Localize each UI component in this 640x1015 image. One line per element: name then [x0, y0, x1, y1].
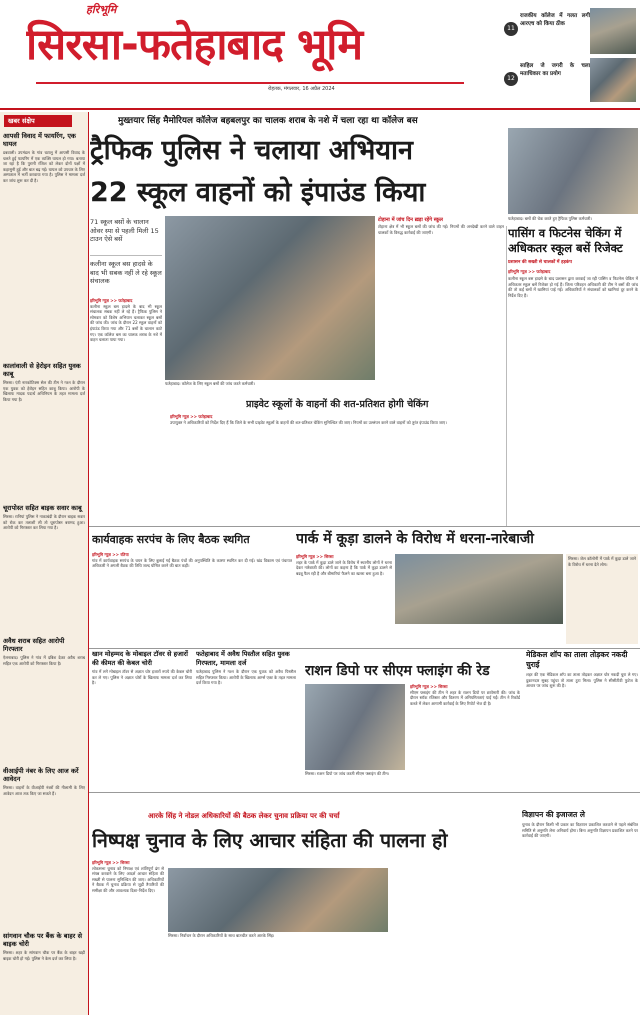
rule-col-left: [88, 112, 89, 1015]
election-body: लोकसभा चुनाव को निष्पक्ष एवं शांतिपूर्ण ढंग से संपन्न करवाने के लिए आदर्श आचार संहिता की सख्ती से पालना सुनिश्चित की जाए। अधिकारियों ने बैठक में चुनाव प्रक्रिया से जुड़ी तैयारियों की समीक्षा की और आवश्यक दिशा-निर्देश दिए।: [92, 865, 164, 893]
election-story: [92, 860, 164, 1015]
ration-byline: हरिभूमि न्यूज़ >> सिरसा: [410, 684, 448, 689]
lead-body-block: [90, 298, 162, 398]
lead-bus-photo: [165, 216, 375, 380]
karyavahak-headline: कार्यवाहक सरपंच के लिए बैठक स्थगित: [92, 533, 250, 546]
brief-item-2-body: सिरसा। एंटी नारकोटिक्स सेल की टीम ने गश्त के दौरान एक युवक को हेरोइन सहित काबू किया। आरोपी के खिलाफ मादक पदार्थ अधिनियम के तहत मामला दर्ज किया गया है।: [3, 380, 85, 402]
election-supertitle: आरके सिंह ने नोडल अधिकारियों की बैठक लेकर चुनाव प्रक्रिया पर की चर्चा: [148, 812, 340, 820]
election-photo: [168, 868, 388, 932]
lead-headline-2: 22 स्कूल वाहनों को इंपाउंड किया: [90, 177, 426, 208]
private-body: उपायुक्त ने अधिकारियों को निर्देश दिए हैं कि जिले के सभी प्राइवेट स्कूलों के वाहनों की शत-प्रतिशत चेकिंग सुनिश्चित की जाए। नियमों का उल्लंघन करने वाले वाहनों को तुरंत इंपाउंड किया जाए।: [170, 419, 447, 425]
rule-col-right: [506, 226, 507, 526]
park-story: [296, 554, 392, 646]
brief-item-3-body: सिरसा। रानियां पुलिस ने नाकाबंदी के दौरान बाइक सवार को रोक कर तलाशी ली तो चूरापोस्त बरामद हुआ। आरोपी को गिरफ्तार कर लिया गया है।: [3, 514, 85, 531]
passing-body: कलीना स्कूल बस हादसे के बाद प्रशासन द्वारा करवाई जा रही पासिंग व फिटनेस चेकिंग में अधिकतर स्कूल बसें रिजेक्ट हो गई हैं। जिला परिवहन अधिकारी की टीम ने बसों की जांच की तो कई बसों में खामियां पाई गईं। अधिकारियों ने संचालकों को खामियां दूर करने के निर्देश दिए हैं।: [508, 276, 638, 298]
passing-story: [508, 226, 638, 526]
teaser-2-number: 12: [504, 72, 518, 86]
brief-item-2-head: कालांवाली से हेरोइन सहित युवक काबू: [3, 362, 81, 378]
rule-mid-3: [88, 792, 640, 793]
teaser-1[interactable]: [502, 8, 636, 56]
brief-item-3-head: चूरापोस्त सहित बाइक सवार काबू: [3, 504, 82, 512]
lead-headline-1: ट्रैफिक पुलिस ने चलाया अभियान: [90, 135, 413, 166]
brief-label: खबर संक्षेप: [4, 115, 72, 127]
election-caption: सिरसा। निर्वाचन के दौरान अधिकारियों के साथ बातचीत करते आरके सिंह।: [168, 932, 388, 940]
election-headline: निष्पक्ष चुनाव के लिए आचार संहिता की पालना हो: [92, 829, 448, 852]
brief-item-6-body: सिरसा। शहर के सांगवान चौक पर बैंक के बाहर खड़ी बाइक चोरी हो गई। पुलिस ने केस दर्ज कर लिया है।: [3, 950, 85, 961]
brief-item-2[interactable]: [3, 362, 85, 502]
pole-headline: खान मोहम्मद के मोबाइल टॉवर से हजारों की कीमत की केबल चोरी: [92, 650, 188, 667]
brief-item-1-head: आपसी विवाद में फायरिंग, एक घायल: [3, 132, 76, 148]
lead-deck-1: 71 स्कूल बसों के चालान ओवर स्पा से पहली मिली 15 टाउन ऐसे बसें: [90, 218, 159, 243]
private-story: [170, 414, 506, 518]
karyavahak-body: गांव में कार्यवाहक सरपंच के चयन के लिए बुलाई गई बैठक पंचों की अनुपस्थिति के कारण स्थगित कर दी गई। खंड विकास एवं पंचायत अधिकारी ने अगली बैठक की तिथि जल्द घोषित करने की बात कही।: [92, 557, 292, 569]
brief-column: [0, 112, 88, 1015]
ration-body: सीएम फ्लाइंग की टीम ने शहर के राशन डिपो पर छापेमारी की। जांच के दौरान स्टॉक रजिस्टर और वितरण में अनियमितताएं पाई गईं। टीम ने रिकॉर्ड कब्जे में लेकर आगामी कार्रवाई के लिए रिपोर्ट भेज दी है।: [410, 689, 520, 706]
lead-side-caption: टोहाना में जांच दिन ख़ड़ा रहेंगे स्कूल: [378, 217, 443, 223]
ration-headline: राशन डिपो पर सीएम फ्लाइंग की रेड: [305, 663, 490, 679]
masthead-bottom-rule: [0, 108, 640, 110]
sugar-body: फतेहाबाद पुलिस ने गश्त के दौरान एक युवक को अवैध पिस्तौल सहित गिरफ्तार किया। आरोपी के खिलाफ आर्म्स एक्ट के तहत मामला दर्ज किया गया है।: [196, 669, 296, 686]
brief-item-5[interactable]: [3, 767, 85, 887]
pole-body: गांव में लगे मोबाइल टॉवर से अज्ञात चोर हजारों रुपये की केबल चोरी कर ले गए। पुलिस ने अज्ञात चोरों के खिलाफ मामला दर्ज कर लिया है।: [92, 669, 192, 686]
lead-deck-2: कलीना स्कूल बस हादसे के बाद भी सबक नहीं ले रहे स्कूल संचालक: [90, 260, 162, 285]
brief-item-4-head: अवैध शराब सहित आरोपी गिरफ्तार: [3, 637, 65, 653]
teaser-1-number: 11: [504, 22, 518, 36]
lead-byline: हरिभूमि न्यूज़ >> फतेहाबाद: [90, 298, 133, 303]
park-side-text: सिरसा। जेल कॉलोनी में पार्क में कूड़ा डाले जाने के विरोध में धरना देते लोग।: [568, 556, 636, 567]
lead-photo-caption: फतेहाबाद। कॉलेज के लिए स्कूल बसों की जांच करते कर्मचारी।: [165, 380, 375, 388]
brief-item-1[interactable]: [3, 132, 85, 280]
brief-item-6[interactable]: [3, 932, 85, 1012]
karyavahak-story: [92, 552, 292, 642]
medical-body: शहर की एक मेडिकल शॉप का ताला तोड़कर अज्ञात चोर नकदी चुरा ले गए। दुकानदार सुबह पहुंचा तो ताला टूटा मिला। पुलिस ने सीसीटीवी फुटेज के आधार पर जांच शुरू की है।: [526, 672, 638, 689]
private-byline: हरिभूमि न्यूज़ >> फतेहाबाद: [170, 414, 213, 419]
vigyapan-headline: विज्ञापन की इजाजत ले: [522, 810, 585, 819]
lead-right-image: [508, 128, 638, 214]
medical-story: [526, 650, 638, 770]
brief-item-6-head: सांगवान चौक पर बैंक के बाहर से बाइक चोरी: [3, 932, 82, 948]
rule-mid-1: [88, 526, 640, 527]
pole-story: [92, 650, 192, 762]
sugar-headline: फतेहाबाद में अवैध पिस्तौल सहित युवक गिरफ्तार, मामला दर्ज: [196, 650, 290, 667]
passing-byline: हरिभूमि न्यूज़ >> फतेहाबाद: [508, 268, 551, 274]
masthead-logo: हरिभूमि: [86, 3, 117, 16]
teaser-2-text: साहिल जे जगरी के चला मताधिकार का प्रयोग: [520, 63, 590, 77]
park-body: शहर के पार्क में कूड़ा डाले जाने के विरोध में स्थानीय लोगों ने धरना देकर नारेबाजी की। लोगों का कहना है कि पार्क में कूड़ा डालने से बदबू फैल रही है और बीमारियां फैलने का खतरा बना हुआ है।: [296, 559, 392, 576]
brief-item-5-head: वीआईपी नंबर के लिए आज करें आवेदन: [3, 767, 79, 783]
masthead: [0, 0, 640, 108]
brief-item-4-body: ऐलनाबाद। पुलिस ने गांव में दबिश देकर अवैध शराब सहित एक आरोपी को गिरफ्तार किया है।: [3, 655, 85, 666]
park-side: [566, 554, 638, 644]
brief-item-5-body: सिरसा। वाहनों के वीआईपी नंबरों की नीलामी के लिए आवेदन आज तक किए जा सकते हैं।: [3, 785, 85, 796]
lead-body: कलीना स्कूल बस हादसे के बाद भी स्कूल संचालक सबक नहीं ले रहे हैं। ट्रैफिक पुलिस ने सोमवार को विशेष अभियान चलाकर स्कूल बसों की जांच की। जांच के दौरान 22 स्कूल वाहनों को इंपाउंड किया गया और 71 बसों के चालान काटे गए। एक कॉलेज बस का चालक शराब के नशे में वाहन चलाता पाया गया।: [90, 303, 162, 343]
ration-photo: [305, 684, 405, 770]
private-headline: प्राइवेट स्कूलों के वाहनों की शत-प्रतिशत होगी चेकिंग: [246, 399, 429, 410]
karyavahak-byline: हरिभूमि न्यूज़ >> रतिया: [92, 552, 129, 557]
brief-item-3[interactable]: [3, 504, 85, 604]
vigyapan-body: चुनाव के दौरान किसी भी प्रकार का विज्ञापन प्रकाशित करवाने से पहले संबंधित समिति से अनुमति लेना अनिवार्य होगा। बिना अनुमति विज्ञापन प्रकाशित करने पर कार्रवाई की जाएगी।: [522, 822, 638, 839]
rule-mid-2: [88, 648, 640, 649]
lead-deck-rule: [90, 255, 162, 256]
election-byline: हरिभूमि न्यूज़ >> सिरसा: [92, 860, 130, 865]
brief-item-4[interactable]: [3, 637, 85, 737]
teaser-1-thumb: [590, 8, 636, 54]
lead-supertitle: मुख्तयार सिंह मैमोरियल कॉलेज बहबलपुर का चालक शराब के नशे में चला रहा था कॉलेज बस: [118, 116, 418, 126]
masthead-rule: [36, 82, 464, 84]
park-photo: [395, 554, 563, 624]
lead-side-body: टोहाना क्षेत्र में भी स्कूल बसों की जांच की गई। नियमों की अनदेखी करने वाले वाहन चालकों के विरुद्ध कार्रवाई की जाएगी।: [378, 224, 504, 235]
lead-right-photo: [508, 128, 638, 224]
lead-right-caption: फतेहाबाद। बसों की चेक करते हुए ट्रैफिक पुलिस कर्मचारी।: [508, 215, 638, 224]
park-byline: हरिभूमि न्यूज़ >> सिरसा: [296, 554, 334, 559]
ration-caption: सिरसा। राशन डिपो पर जांच करती सीएम फ्लाइंग की टीम।: [305, 770, 405, 778]
dateline: रोहतक, मंगलवार, 16 अप्रैल 2024: [268, 86, 335, 92]
passing-headline: पासिंग व फिटनेस चेकिंग में अधिकतर स्कूल बसें रिजेक्ट: [508, 226, 623, 255]
medical-headline: मेडिकल शॉप का ताला तोड़कर नकदी चुराई: [526, 650, 628, 669]
masthead-title: सिरसा-फतेहाबाद भूमि: [26, 20, 363, 70]
park-headline: पार्क में कूड़ा डालने के विरोध में धरना-नारेबाजी: [296, 531, 534, 547]
brief-item-1-body: डबवाली। उपमंडल के गांव चटालू में आपसी विवाद के चलते हुई फायरिंग में एक व्यक्ति घायल हो गया। बताया जा रहा है कि पुरानी रंजिश को लेकर दोनों पक्षों में कहासुनी हुई और बात बढ़ गई। घायल को उपचार के लिए अस्पताल में भर्ती करवाया गया है। पुलिस ने मामला दर्ज कर जांच शुरू कर दी है।: [3, 150, 85, 183]
vigyapan-story: [522, 810, 638, 1015]
passing-deck: प्रशासन की सख्ती से चालकों में हड़कंप: [508, 260, 572, 265]
lead-side: [378, 216, 504, 394]
sugar-story: [196, 650, 296, 762]
teaser-2[interactable]: [502, 58, 636, 104]
teaser-2-thumb: [590, 58, 636, 102]
ration-story: [410, 684, 520, 764]
teaser-1-text: राजकीय कॉलेज में गलत लगी आरएच को किया ठीक: [520, 13, 590, 27]
